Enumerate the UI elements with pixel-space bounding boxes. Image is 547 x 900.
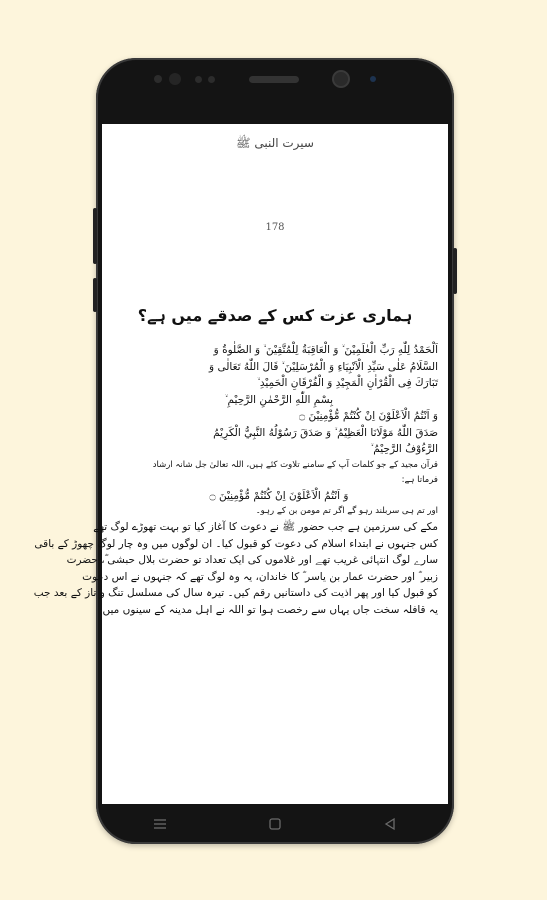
volume-button: [93, 208, 97, 264]
earpiece-speaker: [249, 76, 299, 83]
text-line: الرَّءُوْفُ الرَّحِيْمُ ۙ: [370, 443, 438, 455]
page-header-title: سیرت النبی ﷺ: [236, 136, 314, 150]
text-line: قرآن مجید کے جو کلمات آپ کے سامنے تلاوت کئے ہیں، اللہ تعالیٰ جل شانہ ارشاد: [152, 459, 438, 470]
home-square-icon[interactable]: [263, 812, 287, 836]
text-line: تَبَارَكَ فِی الْقُرْاٰنِ الْمَجِيْدِ وَ الْفُرْقَانِ الْحَمِيْدِ ۙ: [257, 377, 438, 389]
text-line: زبیر ؓ اور حضرت عمار بن یاسر ؓ کا خاندان، یہ وہ لوگ تھے کہ جنہوں نے اس دعوت: [82, 570, 438, 583]
phone-frame: [33, 58, 454, 844]
text-line: کو قبول کیا اور پھر اذیت کی داستانیں رقم کیں۔ تیرہ سال کی مسلسل تنگ و تاز کے بعد جب: [33, 587, 438, 599]
text-line: اور تم ہی سربلند رہو گے اگر تم مومن بن کے رہو۔: [255, 506, 438, 516]
page-body-text: [33, 342, 438, 618]
android-navigation-bar: [102, 804, 448, 844]
text-line: وَ اَنْتُمُ الْاَعْلَوْنَ اِنْ كُنْتُمْ مُّؤْمِنِيْنَ ۝: [209, 489, 349, 502]
iris-scanner-icon: [169, 73, 181, 85]
power-button: [453, 248, 457, 294]
page-number: 178: [265, 222, 285, 233]
text-line: کس جنہوں نے ابتداء اسلام کی دعوت کو قبول کیا۔ ان لوگوں میں وہ چار لوگ چھوڑ کے باقی: [34, 537, 438, 550]
text-line: صَدَقَ اللّٰهُ مَوْلَانَا الْعَظِيْمُ ۙ وَ صَدَقَ رَسُوْلُهُ النَّبِيُّ الْكَرِيْمُ: [213, 426, 438, 439]
text-line: اَلْحَمْدُ لِلّٰهِ رَبِّ الْعٰلَمِيْنَ ۙ وَ الْعَاقِبَةُ لِلْمُتَّقِيْنَ ۙ وَ الصَّلٰوةُ وَ: [213, 344, 438, 356]
text-line: سارے لوگ انتہائی غریب تھے اور غلاموں کی ایک تعداد تو حضرت بلال حبشی ؓ، حضرت: [66, 554, 438, 566]
text-line: السَّلَامُ عَلٰی سَيِّدِ الْاَنْبِيَاءِ وَ الْمُرْسَلِيْنَ ۙ قَالَ اللّٰهُ تَعَالٰی وَ: [209, 360, 438, 373]
text-line: بِسْمِ اللّٰهِ الرَّحْمٰنِ الرَّحِيْمِ ۙ: [224, 393, 334, 406]
text-line: وَ اَنْتُمُ الْاَعْلَوْنَ اِنْ كُنْتُمْ مُّؤْمِنِيْنَ ۝: [299, 410, 438, 422]
front-camera-icon: [334, 72, 348, 86]
recents-icon[interactable]: [148, 812, 172, 836]
bixby-button: [93, 278, 97, 312]
sensor-icon: [195, 76, 202, 83]
chapter-heading: ہماری عزت کس کے صدقے میں ہے؟: [137, 306, 413, 325]
text-line: مکے کی سرزمین ہے جب حضور ﷺ نے دعوت کا آغاز کیا تو بہت تھوڑے لوگ تھے: [93, 521, 438, 533]
back-triangle-icon[interactable]: [378, 812, 402, 836]
text-line: یہ قافلہ سخت جاں یہاں سے رخصت ہوا تو اللہ نے اہل مدینہ کے سینوں میں: [102, 603, 438, 616]
led-icon: [370, 76, 376, 82]
sensor-icon: [154, 75, 162, 83]
text-line: فرماتا ہے:: [401, 474, 438, 485]
sensor-icon: [208, 76, 215, 83]
phone-top-bezel: [96, 58, 454, 124]
book-page[interactable]: [33, 124, 448, 804]
